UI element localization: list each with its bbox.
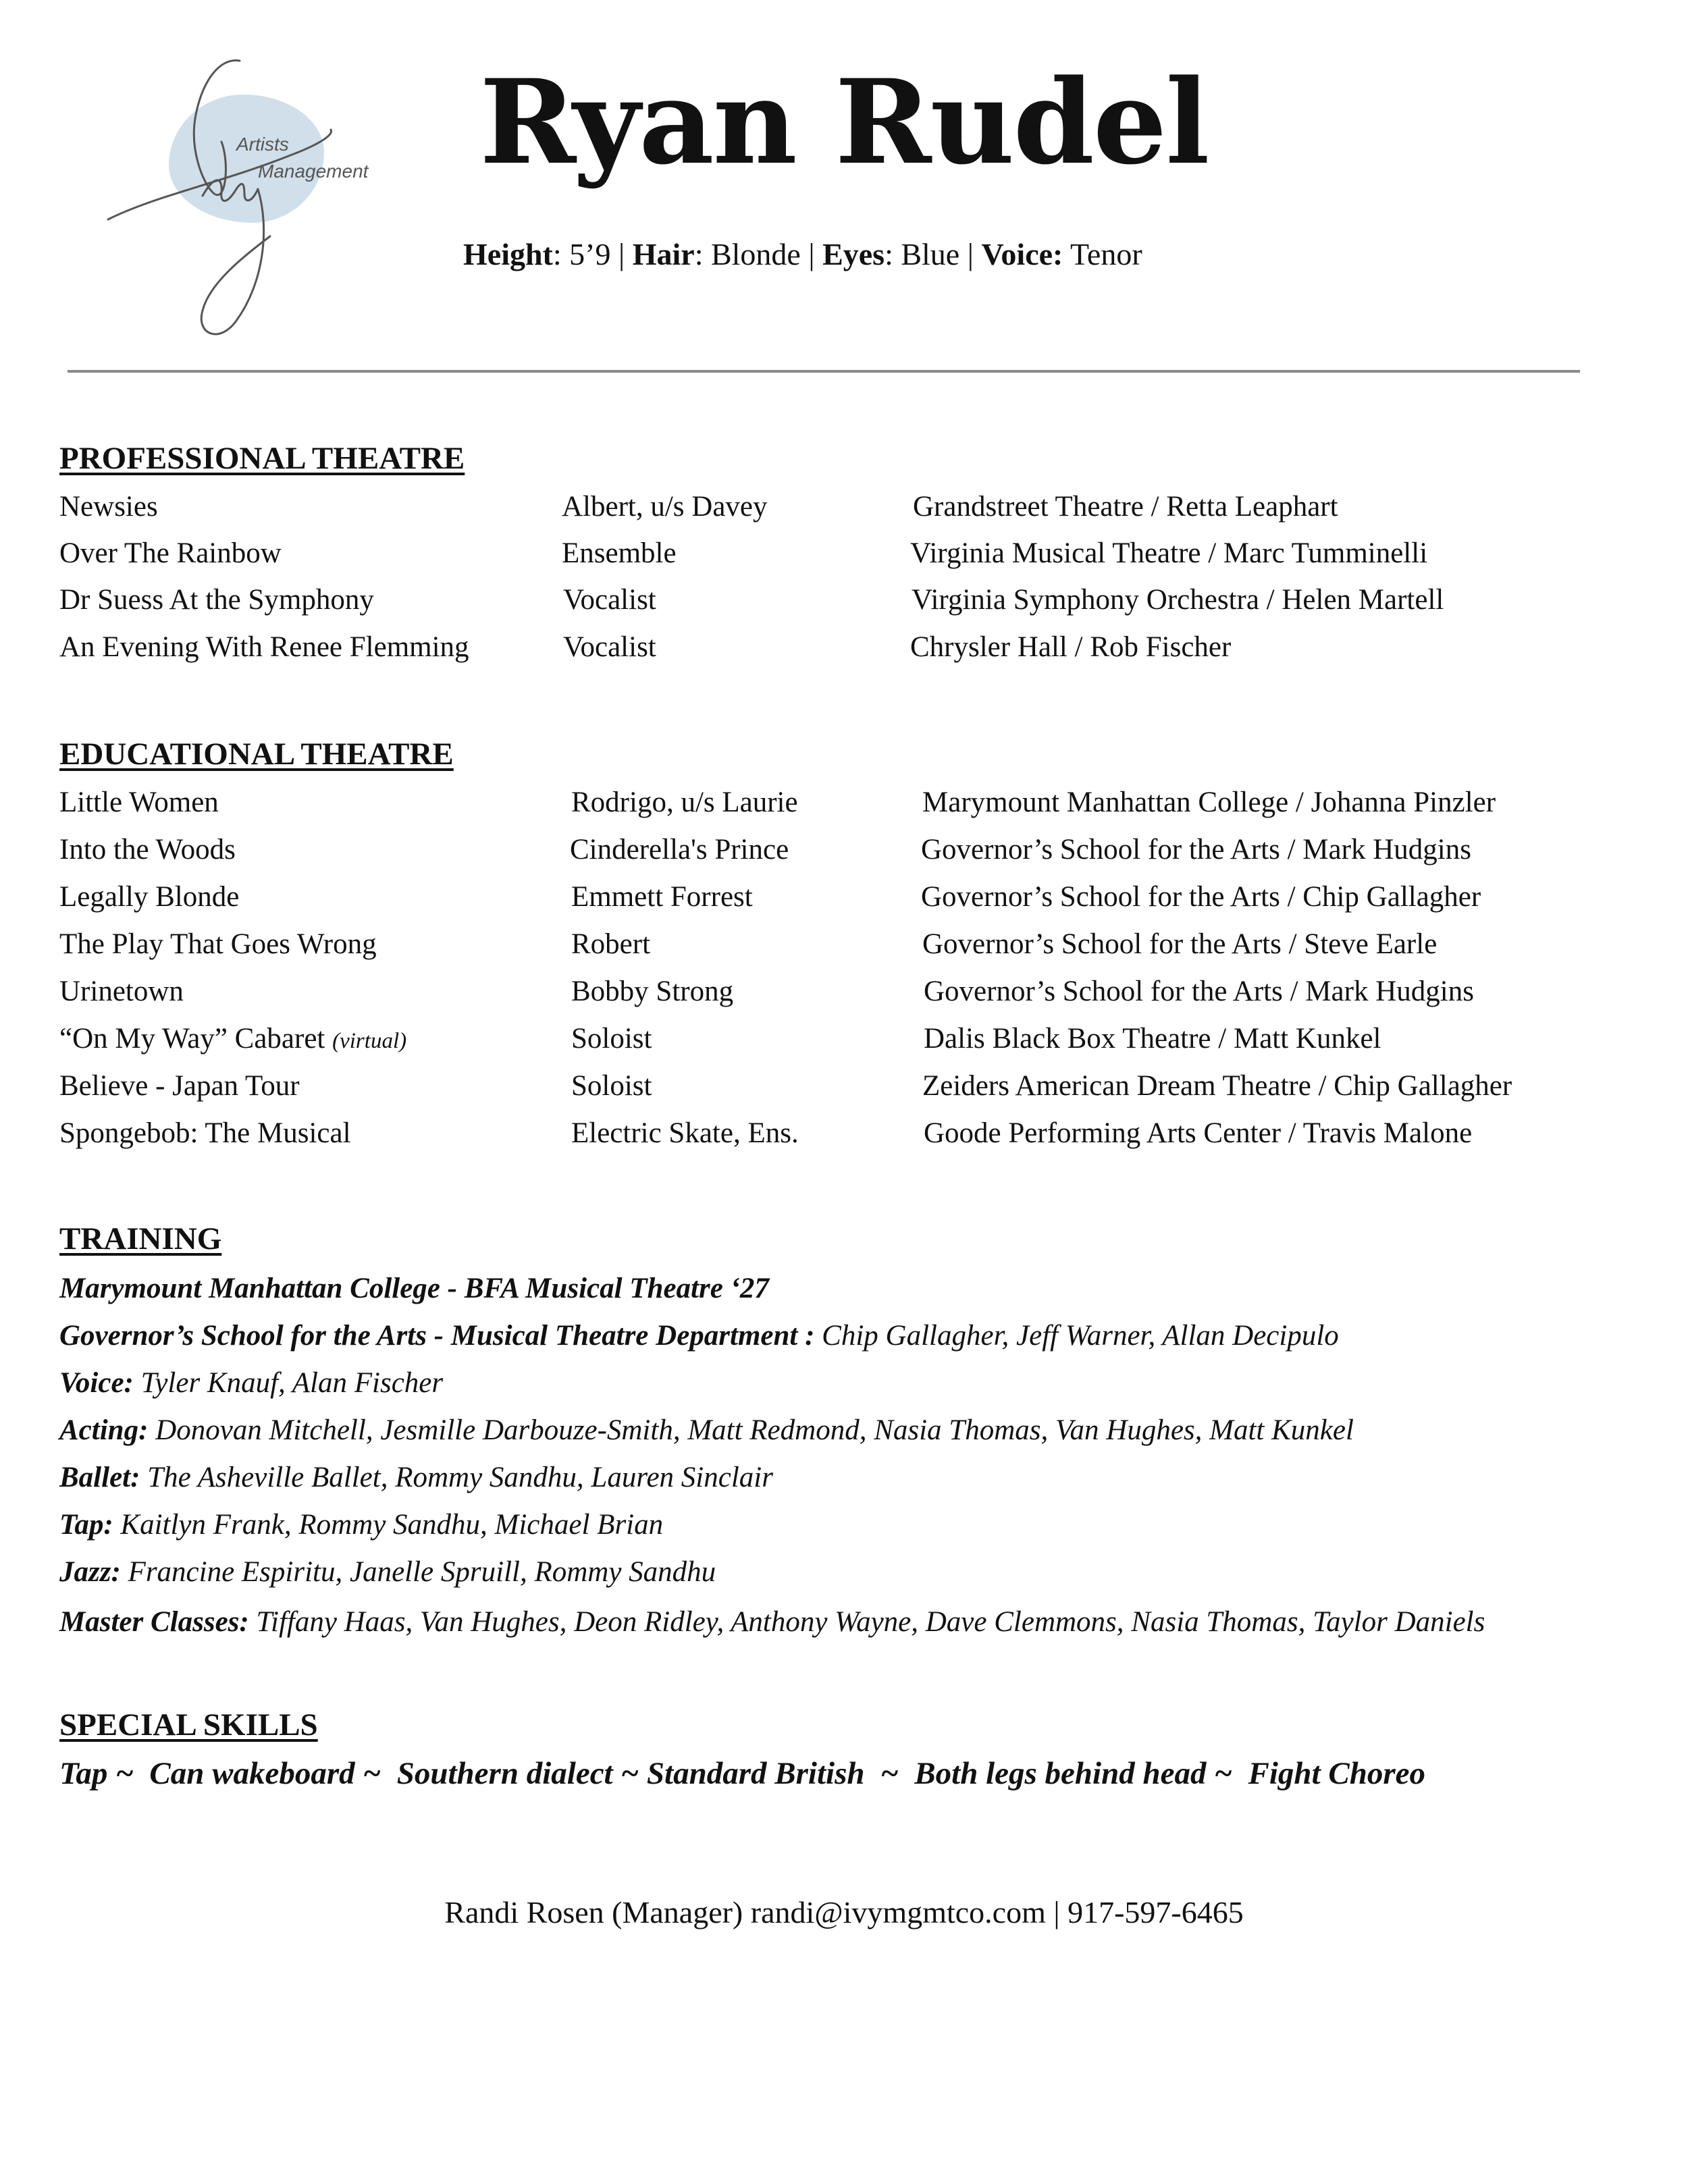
page-title: Ryan Rudel [479,53,1209,190]
training-line [59,1461,773,1494]
stat-label-hair: Hair [632,237,695,271]
venue-director: Virginia Symphony Orchestra / Helen Martell [912,584,1444,616]
venue-director: Marymount Manhattan College / Johanna Pinzler [922,787,1496,818]
training-line [59,1605,1485,1639]
show-title: Urinetown [59,976,184,1007]
training-label: Master Classes: [59,1606,249,1638]
venue-director: Governor’s School for the Arts / Mark Hudgins [921,834,1471,865]
show-title [59,1022,406,1055]
training-line [59,1508,663,1541]
section-title-training: TRAINING [59,1221,222,1256]
manager-contact: Randi Rosen (Manager) randi@ivymgmtco.com | 917-597-6465 [444,1895,1244,1929]
stat-value-hair: : Blonde | [694,237,823,271]
table-row [0,880,1688,921]
table-row [0,833,1688,874]
training-label: Marymount Manhattan College - BFA Musical Theatre ‘27 [59,1273,769,1304]
training-text: Donovan Mitchell, Jesmille Darbouze-Smith, Matt Redmond, Nasia Thomas, Van Hughes, Matt Kunkel [148,1414,1354,1446]
show-title: Dr Suess At the Symphony [59,584,374,616]
show-title: Legally Blonde [59,881,240,913]
training-line [59,1366,443,1400]
training-label: Ballet: [59,1462,140,1493]
training-line [59,1319,1339,1352]
stat-value-eyes: : Blue | [885,237,982,271]
section-title-educational: EDUCATIONAL THEATRE [59,737,454,772]
show-title: Newsies [59,491,158,523]
venue-director: Virginia Musical Theatre / Marc Tumminelli [910,537,1428,569]
training-line [59,1272,769,1305]
section-title-professional: PROFESSIONAL THEATRE [59,441,465,476]
show-title: Little Women [59,787,219,818]
training-text: Tiffany Haas, Van Hughes, Deon Ridley, Anthony Wayne, Dave Clemmons, Nasia Thomas, Taylor Daniels [248,1606,1485,1638]
role: Electric Skate, Ens. [571,1117,799,1149]
venue-director: Governor’s School for the Arts / Chip Gallagher [921,881,1481,913]
training-line [59,1414,1354,1447]
table-row [0,1022,1688,1063]
virtual-note: (virtual) [332,1029,407,1053]
show-title: The Play That Goes Wrong [59,928,377,960]
venue-director: Grandstreet Theatre / Retta Leaphart [913,491,1338,523]
training-label: Jazz: [59,1556,121,1588]
venue-director: Dalis Black Box Theatre / Matt Kunkel [924,1023,1381,1055]
training-text: Chip Gallagher, Jeff Warner, Allan Decipulo [814,1320,1339,1352]
logo-text-artists: Artists [236,134,289,155]
venue-director: Governor’s School for the Arts / Steve Earle [922,928,1438,960]
role: Soloist [571,1070,652,1102]
header-divider [68,370,1580,373]
show-title-text: “On My Way” Cabaret [59,1023,333,1055]
role: Bobby Strong [571,976,734,1007]
role: Robert [571,928,651,960]
venue-director: Chrysler Hall / Rob Fischer [910,631,1232,663]
training-label: Governor’s School for the Arts - Musical Theatre Department : [59,1320,815,1352]
table-row [0,490,1688,531]
physical-stats [463,236,1142,272]
show-title: Over The Rainbow [59,537,282,569]
venue-director: Zeiders American Dream Theatre / Chip Gallagher [922,1070,1512,1102]
stat-label-voice: Voice: [981,237,1063,271]
table-row [0,631,1688,671]
role: Rodrigo, u/s Laurie [571,787,798,818]
show-title: Spongebob: The Musical [59,1117,351,1149]
training-label: Voice: [59,1367,134,1399]
stat-value-voice: Tenor [1063,237,1142,271]
venue-director: Goode Performing Arts Center / Travis Malone [924,1117,1473,1149]
section-title-skills: SPECIAL SKILLS [59,1707,318,1742]
training-text: Kaitlyn Frank, Rommy Sandhu, Michael Brian [113,1509,664,1541]
stat-label-eyes: Eyes [822,237,885,271]
show-title: Believe - Japan Tour [59,1070,300,1102]
table-row [0,1069,1688,1110]
role: Soloist [571,1023,652,1055]
table-row [0,537,1688,577]
role: Cinderella's Prince [570,834,789,865]
training-text: The Asheville Ballet, Rommy Sandhu, Lauren Sinclair [140,1462,773,1493]
training-line [59,1555,716,1589]
table-row [0,1117,1688,1157]
table-row [0,786,1688,826]
stat-value-height: : 5’9 | [552,237,633,271]
table-row [0,583,1688,624]
table-row [0,928,1688,968]
training-text: Tyler Knauf, Alan Fischer [133,1367,444,1399]
role: Emmett Forrest [571,881,753,913]
show-title: Into the Woods [59,834,236,865]
special-skills-list: Tap ~ Can wakeboard ~ Southern dialect ~ Standard British ~ Both legs behind head ~ Fight Choreo [59,1756,1426,1791]
training-label: Acting: [59,1414,149,1446]
logo-text-management: Management [258,161,369,182]
role: Albert, u/s Davey [562,491,768,523]
role: Vocalist [563,631,656,663]
venue-director: Governor’s School for the Arts / Mark Hudgins [924,976,1474,1007]
training-text: Francine Espiritu, Janelle Spruill, Rommy Sandhu [120,1556,716,1588]
table-row [0,975,1688,1015]
show-title: An Evening With Renee Flemming [59,631,469,663]
role: Vocalist [563,584,656,616]
role: Ensemble [562,537,677,569]
stat-label-height: Height [463,237,553,271]
training-label: Tap: [59,1509,113,1541]
